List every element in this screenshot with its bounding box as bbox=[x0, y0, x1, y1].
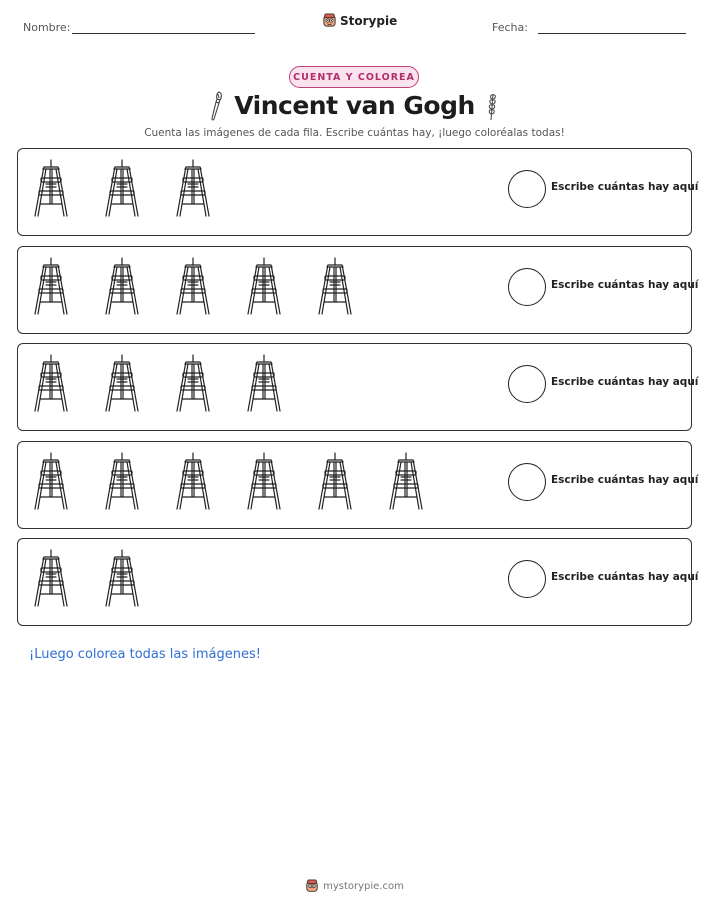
easel-icon[interactable] bbox=[32, 548, 70, 608]
name-line[interactable] bbox=[72, 33, 255, 34]
easel-icon[interactable] bbox=[103, 548, 141, 608]
easel-icon[interactable] bbox=[316, 451, 354, 511]
worksheet-title: Vincent van Gogh bbox=[234, 91, 475, 120]
answer-label: Escribe cuántas hay aquí bbox=[551, 376, 699, 388]
easel-icon[interactable] bbox=[32, 256, 70, 316]
answer-circle[interactable] bbox=[508, 560, 546, 598]
easel-icon[interactable] bbox=[316, 256, 354, 316]
easel-icon[interactable] bbox=[32, 158, 70, 218]
instructions: Cuenta las imágenes de cada fila. Escribe cuántas hay, ¡luego coloréalas todas! bbox=[144, 127, 565, 139]
storypie-mascot-icon bbox=[305, 879, 319, 893]
easel-icon[interactable] bbox=[103, 451, 141, 511]
easel-icon[interactable] bbox=[32, 451, 70, 511]
storypie-mascot-icon bbox=[322, 13, 337, 28]
counting-row bbox=[17, 148, 699, 236]
answer-label: Escribe cuántas hay aquí bbox=[551, 473, 699, 486]
wheat-icon bbox=[482, 90, 502, 122]
answer-circle[interactable] bbox=[508, 170, 546, 208]
counting-row bbox=[17, 246, 699, 334]
coloring-note: ¡Luego colorea todas las imágenes! bbox=[29, 647, 261, 662]
brand-logo bbox=[322, 13, 397, 28]
answer-circle[interactable] bbox=[508, 365, 546, 403]
easel-icon[interactable] bbox=[32, 353, 70, 413]
easel-icon[interactable] bbox=[103, 256, 141, 316]
easel-icon[interactable] bbox=[245, 353, 283, 413]
easel-icon[interactable] bbox=[103, 353, 141, 413]
easel-icon[interactable] bbox=[174, 353, 212, 413]
name-label: Nombre: bbox=[23, 21, 71, 34]
answer-label: Escribe cuántas hay aquí bbox=[551, 181, 699, 193]
answer-circle[interactable] bbox=[508, 463, 546, 501]
answer-label: Escribe cuántas hay aquí bbox=[551, 278, 699, 291]
easel-icon[interactable] bbox=[174, 158, 212, 218]
footer bbox=[0, 879, 709, 893]
brand-name: Storypie bbox=[340, 13, 398, 28]
easel-icon[interactable] bbox=[245, 451, 283, 511]
answer-circle[interactable] bbox=[508, 268, 546, 306]
easel-icon[interactable] bbox=[387, 451, 425, 511]
date-line[interactable] bbox=[538, 33, 686, 34]
date-label: Fecha: bbox=[492, 21, 528, 34]
counting-row bbox=[17, 441, 699, 529]
easel-icon[interactable] bbox=[245, 256, 283, 316]
answer-label: Escribe cuántas hay aquí bbox=[551, 571, 699, 583]
activity-badge: CUENTA Y COLOREA bbox=[289, 66, 419, 88]
counting-row bbox=[17, 538, 699, 626]
counting-row bbox=[17, 343, 699, 431]
site-url[interactable]: mystorypie.com bbox=[323, 880, 404, 892]
easel-icon[interactable] bbox=[103, 158, 141, 218]
easel-icon[interactable] bbox=[174, 451, 212, 511]
easel-icon[interactable] bbox=[174, 256, 212, 316]
